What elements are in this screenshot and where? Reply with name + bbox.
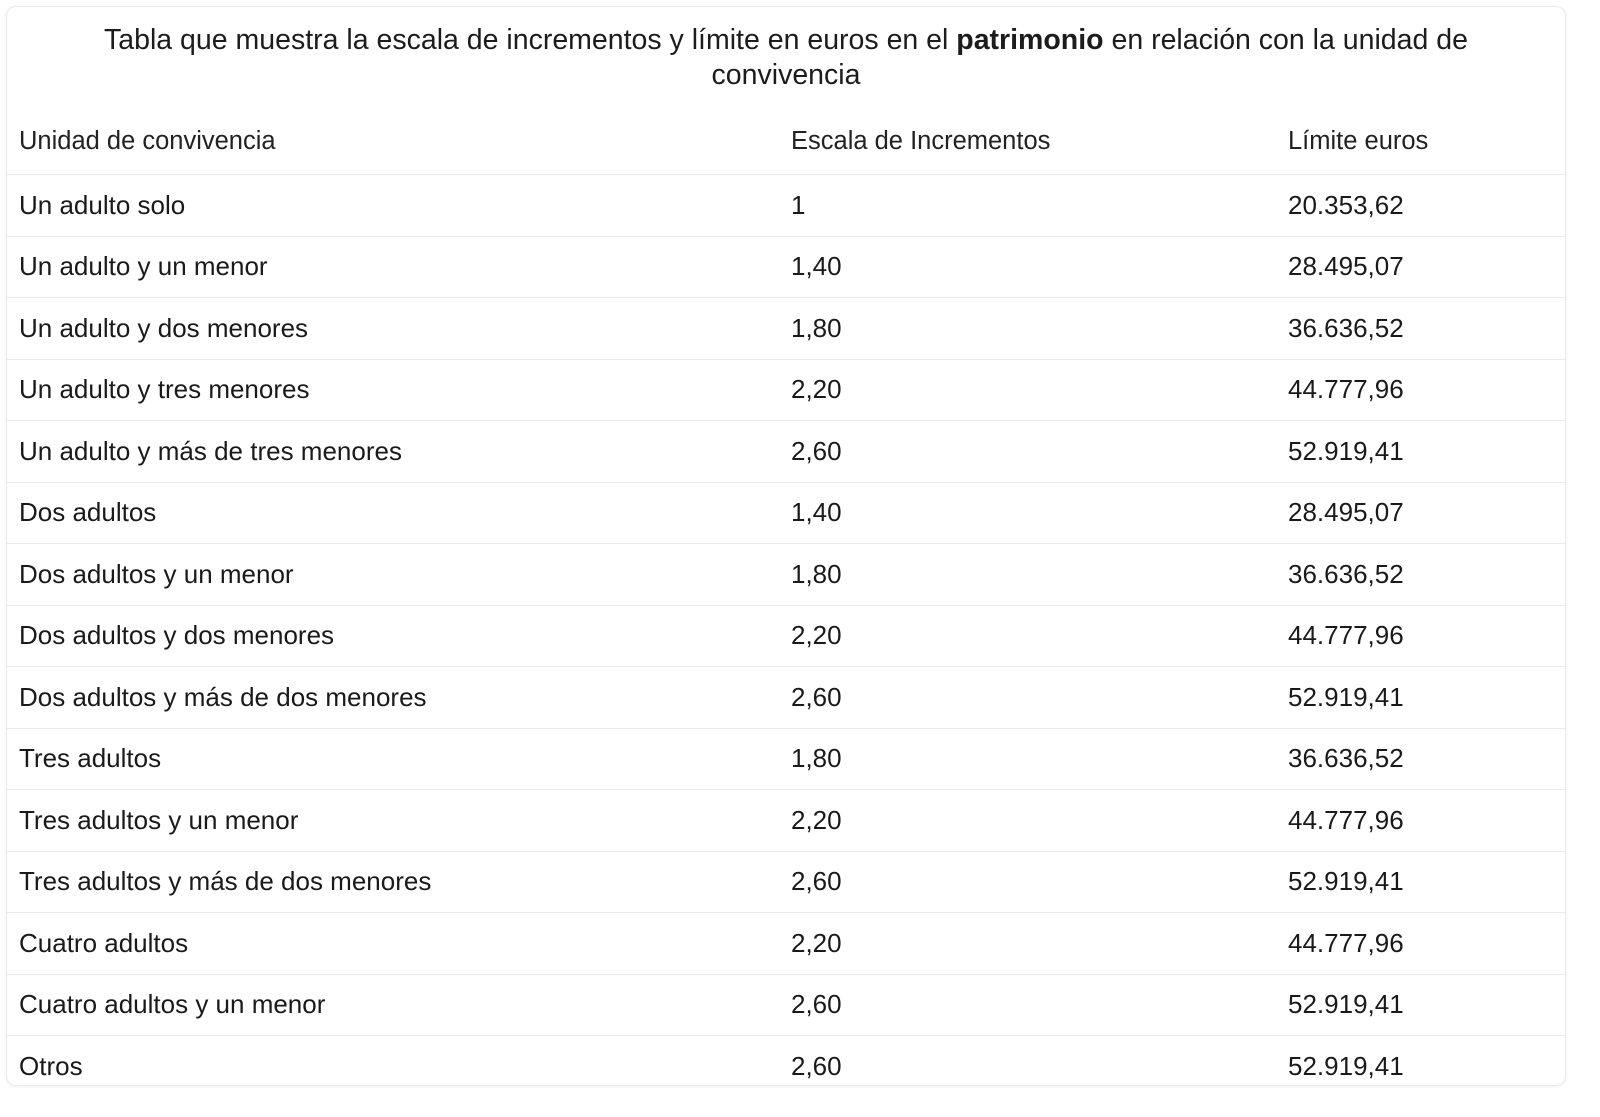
escala-cell: 2,60 (779, 974, 1276, 1036)
escala-cell: 2,20 (779, 913, 1276, 975)
limite-cell: 36.636,52 (1276, 544, 1565, 606)
limite-cell: 52.919,41 (1276, 974, 1565, 1036)
table-row (7, 605, 1565, 667)
table-row (7, 974, 1565, 1036)
unidad-cell: Tres adultos y más de dos menores (7, 851, 779, 913)
unidad-cell: Un adulto y tres menores (7, 359, 779, 421)
table-row (7, 236, 1565, 298)
limite-cell: 28.495,07 (1276, 482, 1565, 544)
escala-cell: 1 (779, 175, 1276, 237)
header-escala: Escala de Incrementos (779, 109, 1276, 175)
table-body (7, 175, 1565, 1097)
caption-text-start: Tabla que muestra la escala de incrementos y límite en euros en el (104, 24, 957, 56)
caption-bold-word: patrimonio (956, 24, 1104, 56)
table-row (7, 298, 1565, 360)
escala-cell: 1,80 (779, 544, 1276, 606)
unidad-cell: Un adulto y un menor (7, 236, 779, 298)
unidad-cell: Tres adultos y un menor (7, 790, 779, 852)
limite-cell: 52.919,41 (1276, 851, 1565, 913)
table-row (7, 175, 1565, 237)
escala-cell: 2,60 (779, 851, 1276, 913)
header-unidad: Unidad de convivencia (7, 109, 779, 175)
escala-cell: 2,60 (791, 1050, 842, 1081)
table-card (6, 6, 1566, 1086)
escala-cell: 2,20 (779, 605, 1276, 667)
table-header (7, 109, 1565, 175)
data-table (7, 109, 1565, 1097)
escala-cell: 2,20 (779, 359, 1276, 421)
table-row (7, 359, 1565, 421)
table-row (7, 728, 1565, 790)
table-row (7, 421, 1565, 483)
escala-cell: 1,80 (779, 728, 1276, 790)
unidad-cell: Un adulto y más de tres menores (7, 421, 779, 483)
caption-text-end: en relación con la unidad de convivencia (711, 24, 1468, 91)
limite-cell: 20.353,62 (1276, 175, 1565, 237)
table-row (7, 851, 1565, 913)
escala-cell: 2,20 (779, 790, 1276, 852)
table-row (7, 482, 1565, 544)
escala-cell: 1,80 (779, 298, 1276, 360)
table-row (7, 1036, 1565, 1097)
table-row (7, 544, 1565, 606)
unidad-cell: Cuatro adultos y un menor (7, 974, 779, 1036)
limite-cell: 44.777,96 (1276, 605, 1565, 667)
limite-cell: 52.919,41 (1288, 1050, 1404, 1081)
limite-cell: 28.495,07 (1276, 236, 1565, 298)
limite-cell: 36.636,52 (1276, 298, 1565, 360)
escala-cell: 2,60 (779, 667, 1276, 729)
unidad-cell: Dos adultos (7, 482, 779, 544)
limite-cell: 44.777,96 (1276, 359, 1565, 421)
header-limite: Límite euros (1276, 109, 1565, 175)
unidad-cell: Tres adultos (7, 728, 779, 790)
unidad-cell: Un adulto solo (7, 175, 779, 237)
limite-cell: 36.636,52 (1276, 728, 1565, 790)
table-row (7, 790, 1565, 852)
escala-cell: 1,40 (779, 482, 1276, 544)
table-caption (47, 23, 1525, 93)
limite-cell: 52.919,41 (1276, 421, 1565, 483)
table-row (7, 913, 1565, 975)
limite-cell: 44.777,96 (1276, 913, 1565, 975)
unidad-cell: Otros (19, 1050, 83, 1081)
escala-cell: 2,60 (779, 421, 1276, 483)
escala-cell: 1,40 (779, 236, 1276, 298)
unidad-cell: Dos adultos y más de dos menores (7, 667, 779, 729)
unidad-cell: Cuatro adultos (7, 913, 779, 975)
limite-cell: 44.777,96 (1276, 790, 1565, 852)
unidad-cell: Dos adultos y un menor (7, 544, 779, 606)
unidad-cell: Dos adultos y dos menores (7, 605, 779, 667)
header-row (7, 109, 1565, 175)
table-row (7, 667, 1565, 729)
unidad-cell: Un adulto y dos menores (7, 298, 779, 360)
limite-cell: 52.919,41 (1276, 667, 1565, 729)
